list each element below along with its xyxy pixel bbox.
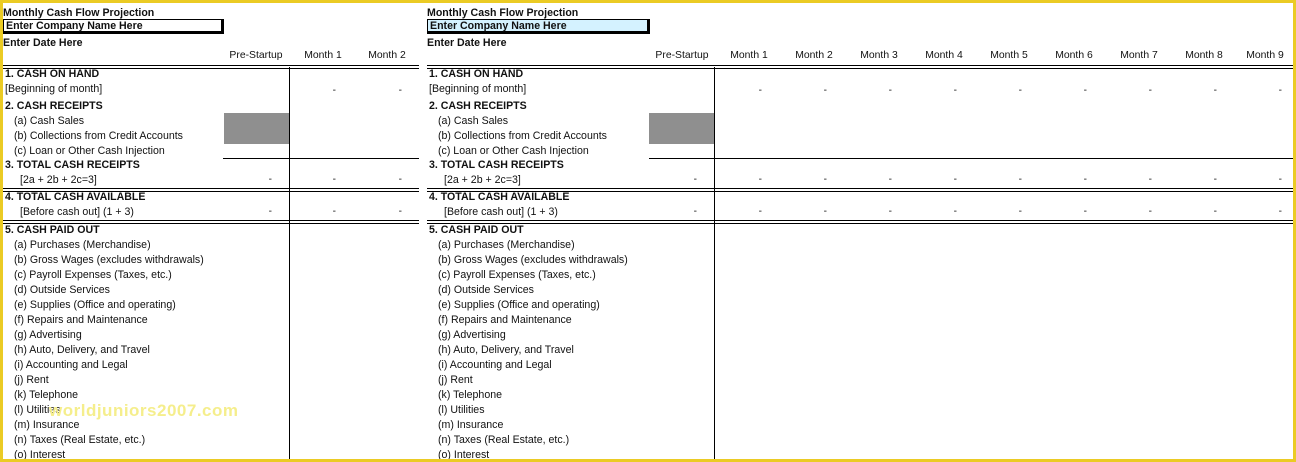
empty-value: - [953, 174, 957, 185]
date-field[interactable]: Enter Date Here [427, 37, 507, 49]
empty-value: - [1148, 174, 1152, 185]
empty-value: - [268, 206, 272, 217]
paid-out-item: (h) Auto, Delivery, and Travel [14, 344, 150, 356]
row-total-available-formula: [Before cash out] (1 + 3) [20, 206, 134, 218]
section-cash-on-hand: 1. CASH ON HAND [5, 68, 100, 80]
section-total-cash-receipts: 3. TOTAL CASH RECEIPTS [5, 159, 140, 171]
empty-value: - [1213, 174, 1217, 185]
watermark: worldjuniors2007.com [49, 401, 239, 420]
total-available-rule [427, 220, 1293, 224]
paid-out-item: (b) Gross Wages (excludes withdrawals) [438, 254, 628, 266]
row-credit-collections: (b) Collections from Credit Accounts [14, 130, 183, 142]
paid-out-item: (o) Interest [14, 449, 66, 461]
empty-value: - [1148, 85, 1152, 96]
empty-value: - [693, 174, 697, 185]
empty-value: - [953, 206, 957, 217]
paid-out-item: (j) Rent [438, 374, 473, 386]
header-rule [427, 65, 1293, 69]
paid-out-item: (i) Accounting and Legal [438, 359, 552, 371]
row-loan-injection: (c) Loan or Other Cash Injection [14, 145, 165, 157]
empty-value: - [1213, 85, 1217, 96]
paid-out-item: (c) Payroll Expenses (Taxes, etc.) [438, 269, 596, 281]
receipts-rule [649, 158, 1293, 159]
section-total-cash-receipts: 3. TOTAL CASH RECEIPTS [429, 159, 564, 171]
row-beginning-of-month: [Beginning of month] [5, 83, 103, 95]
column-header: Month 6 [1055, 50, 1093, 61]
company-name-field[interactable]: Enter Company Name Here [3, 19, 224, 34]
empty-value: - [1213, 206, 1217, 217]
empty-value: - [823, 85, 827, 96]
sheet-right [427, 3, 1293, 462]
empty-value: - [758, 206, 762, 217]
row-cash-sales: (a) Cash Sales [438, 115, 509, 127]
sheet-title: Monthly Cash Flow Projection [3, 7, 155, 19]
shaded-cell [224, 113, 289, 144]
section-cash-receipts: 2. CASH RECEIPTS [429, 100, 527, 112]
empty-value: - [1018, 206, 1022, 217]
row-beginning-of-month: [Beginning of month] [429, 83, 527, 95]
paid-out-item: (b) Gross Wages (excludes withdrawals) [14, 254, 204, 266]
section-total-cash-available: 4. TOTAL CASH AVAILABLE [5, 191, 146, 203]
column-header: Month 2 [368, 50, 406, 61]
empty-value: - [1278, 85, 1282, 96]
paid-out-item: (k) Telephone [438, 389, 502, 401]
column-header: Month 1 [304, 50, 342, 61]
paid-out-item: (e) Supplies (Office and operating) [14, 299, 176, 311]
row-total-receipts-formula: [2a + 2b + 2c=3] [444, 174, 521, 186]
empty-value: - [1018, 85, 1022, 96]
column-header: Month 7 [1120, 50, 1158, 61]
paid-out-item: (j) Rent [14, 374, 49, 386]
company-name-field[interactable]: Enter Company Name Here [427, 19, 650, 34]
column-header: Pre-Startup [655, 50, 709, 61]
column-header: Month 2 [795, 50, 833, 61]
paid-out-item: (e) Supplies (Office and operating) [438, 299, 600, 311]
row-total-receipts-formula: [2a + 2b + 2c=3] [20, 174, 97, 186]
empty-value: - [398, 85, 402, 96]
paid-out-item: (o) Interest [438, 449, 490, 461]
column-header: Month 1 [730, 50, 768, 61]
column-divider [289, 67, 290, 462]
section-cash-on-hand: 1. CASH ON HAND [429, 68, 524, 80]
shaded-cell [649, 113, 714, 144]
paid-out-item: (a) Purchases (Merchandise) [14, 239, 151, 251]
column-header: Month 3 [860, 50, 898, 61]
empty-value: - [332, 174, 336, 185]
empty-value: - [1278, 174, 1282, 185]
paid-out-item: (m) Insurance [438, 419, 504, 431]
receipts-rule [223, 158, 419, 159]
paid-out-item: (a) Purchases (Merchandise) [438, 239, 575, 251]
row-total-available-formula: [Before cash out] (1 + 3) [444, 206, 558, 218]
empty-value: - [693, 206, 697, 217]
empty-value: - [1018, 174, 1022, 185]
column-header: Pre-Startup [229, 50, 283, 61]
paid-out-item: (l) Utilities [14, 404, 61, 416]
empty-value: - [398, 174, 402, 185]
paid-out-item: (n) Taxes (Real Estate, etc.) [438, 434, 570, 446]
empty-value: - [1083, 174, 1087, 185]
sheet-title: Monthly Cash Flow Projection [427, 7, 579, 19]
section-cash-paid-out: 5. CASH PAID OUT [429, 224, 524, 236]
row-loan-injection: (c) Loan or Other Cash Injection [438, 145, 589, 157]
paid-out-item: (c) Payroll Expenses (Taxes, etc.) [14, 269, 172, 281]
section-cash-paid-out: 5. CASH PAID OUT [5, 224, 100, 236]
row-cash-sales: (a) Cash Sales [14, 115, 85, 127]
empty-value: - [1083, 85, 1087, 96]
paid-out-item: (m) Insurance [14, 419, 80, 431]
row-credit-collections: (b) Collections from Credit Accounts [438, 130, 607, 142]
empty-value: - [332, 85, 336, 96]
empty-value: - [332, 206, 336, 217]
paid-out-item: (d) Outside Services [14, 284, 110, 296]
empty-value: - [758, 85, 762, 96]
empty-value: - [758, 174, 762, 185]
paid-out-item: (f) Repairs and Maintenance [14, 314, 148, 326]
column-header: Month 9 [1246, 50, 1284, 61]
empty-value: - [823, 174, 827, 185]
empty-value: - [1278, 206, 1282, 217]
paid-out-item: (g) Advertising [438, 329, 506, 341]
sheet-left [3, 3, 423, 462]
paid-out-item: (d) Outside Services [438, 284, 534, 296]
paid-out-item: (g) Advertising [14, 329, 82, 341]
empty-value: - [953, 85, 957, 96]
column-divider [714, 67, 715, 462]
paid-out-item: (l) Utilities [438, 404, 485, 416]
paid-out-item: (i) Accounting and Legal [14, 359, 128, 371]
empty-value: - [888, 206, 892, 217]
paid-out-item: (n) Taxes (Real Estate, etc.) [14, 434, 146, 446]
paid-out-item: (f) Repairs and Maintenance [438, 314, 572, 326]
date-field[interactable]: Enter Date Here [3, 37, 83, 49]
section-cash-receipts: 2. CASH RECEIPTS [5, 100, 103, 112]
empty-value: - [1148, 206, 1152, 217]
empty-value: - [268, 174, 272, 185]
empty-value: - [398, 206, 402, 217]
column-header: Month 5 [990, 50, 1028, 61]
empty-value: - [823, 206, 827, 217]
empty-value: - [1083, 206, 1087, 217]
paid-out-item: (k) Telephone [14, 389, 78, 401]
empty-value: - [888, 85, 892, 96]
empty-value: - [888, 174, 892, 185]
section-total-cash-available: 4. TOTAL CASH AVAILABLE [429, 191, 570, 203]
paid-out-item: (h) Auto, Delivery, and Travel [438, 344, 574, 356]
column-header: Month 4 [925, 50, 963, 61]
column-header: Month 8 [1185, 50, 1223, 61]
